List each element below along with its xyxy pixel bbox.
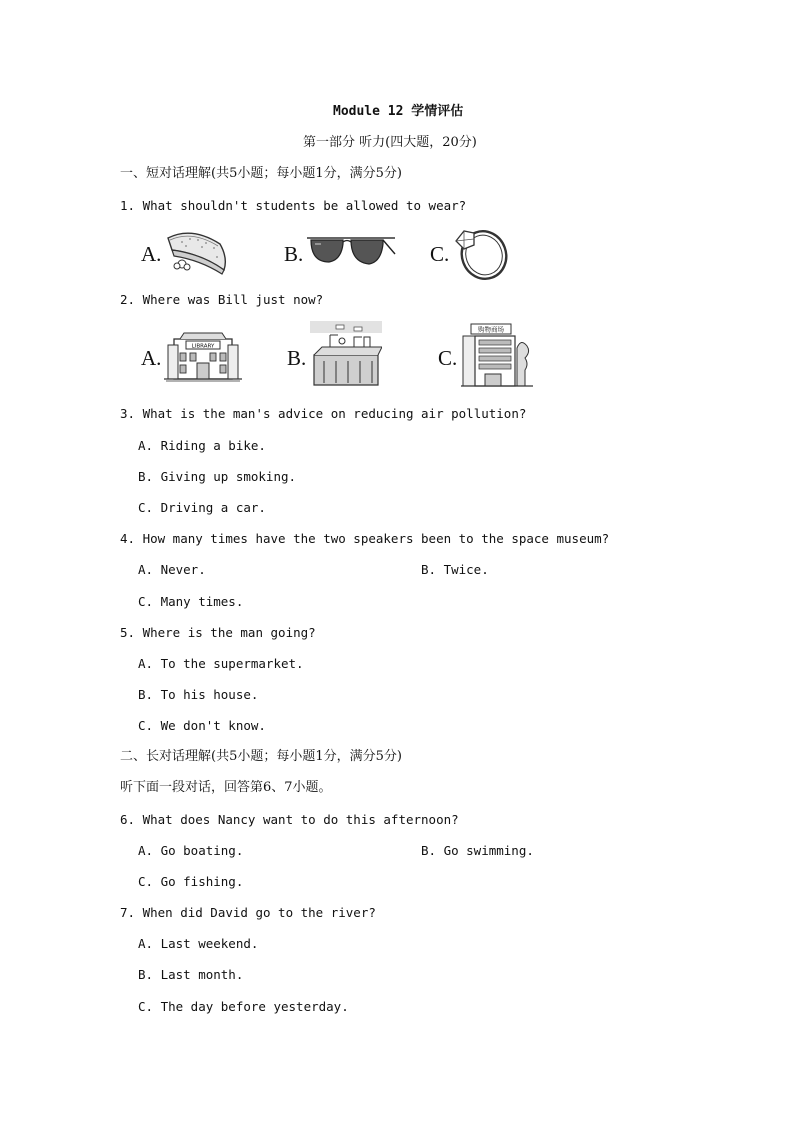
- q5-option-c: C. We don't know.: [138, 718, 266, 733]
- q5-option-b: B. To his house.: [138, 687, 259, 702]
- q2-option-b-label: B.: [287, 346, 307, 370]
- q1-option-c-label: C.: [430, 242, 450, 266]
- section-one-heading: 一、短对话理解(共5小题；每小题1分，满分5分): [120, 166, 402, 181]
- q6-option-c: C. Go fishing.: [138, 874, 244, 889]
- ring-picture: [452, 221, 510, 283]
- q6-option-a: A. Go boating.: [138, 843, 244, 858]
- question-2: 2. Where was Bill just now?: [120, 292, 324, 307]
- q4-option-c: C. Many times.: [138, 594, 244, 609]
- question-4: 4. How many times have the two speakers been to the space museum?: [120, 531, 610, 546]
- shopping-mall-picture: [461, 322, 533, 388]
- q5-option-a: A. To the supermarket.: [138, 656, 304, 671]
- section-two-instruction: 听下面一段对话，回答第6、7小题。: [120, 780, 332, 795]
- q3-option-b: B. Giving up smoking.: [138, 469, 297, 484]
- sunglasses-picture: [305, 234, 397, 272]
- question-1: 1. What shouldn't students be allowed to wear?: [120, 198, 467, 213]
- question-6: 6. What does Nancy want to do this afternoon?: [120, 812, 459, 827]
- laboratory-picture: [310, 321, 382, 389]
- q7-option-c: C. The day before yesterday.: [138, 999, 349, 1014]
- q4-option-b: B. Twice.: [421, 562, 489, 577]
- q1-option-a-label: A.: [141, 242, 162, 266]
- q3-option-c: C. Driving a car.: [138, 500, 266, 515]
- question-5: 5. Where is the man going?: [120, 625, 316, 640]
- q3-option-a: A. Riding a bike.: [138, 438, 266, 453]
- headband-picture: [162, 224, 230, 278]
- part-heading: 第一部分 听力(四大题，20分): [303, 135, 477, 150]
- q4-option-a: A. Never.: [138, 562, 206, 577]
- mall-sign-text: 购物商场: [478, 325, 504, 334]
- question-7: 7. When did David go to the river?: [120, 905, 376, 920]
- page-title: Module 12 学情评估: [333, 104, 464, 119]
- q7-option-b: B. Last month.: [138, 967, 244, 982]
- q2-option-c-label: C.: [438, 346, 458, 370]
- section-two-heading: 二、长对话理解(共5小题；每小题1分，满分5分): [120, 749, 402, 764]
- library-sign-text: LIBRARY: [191, 343, 215, 350]
- q1-option-b-label: B.: [284, 242, 304, 266]
- q6-option-b: B. Go swimming.: [421, 843, 534, 858]
- library-picture: [164, 329, 242, 383]
- q2-option-a-label: A.: [141, 346, 162, 370]
- question-3: 3. What is the man's advice on reducing air pollution?: [120, 406, 527, 421]
- q7-option-a: A. Last weekend.: [138, 936, 259, 951]
